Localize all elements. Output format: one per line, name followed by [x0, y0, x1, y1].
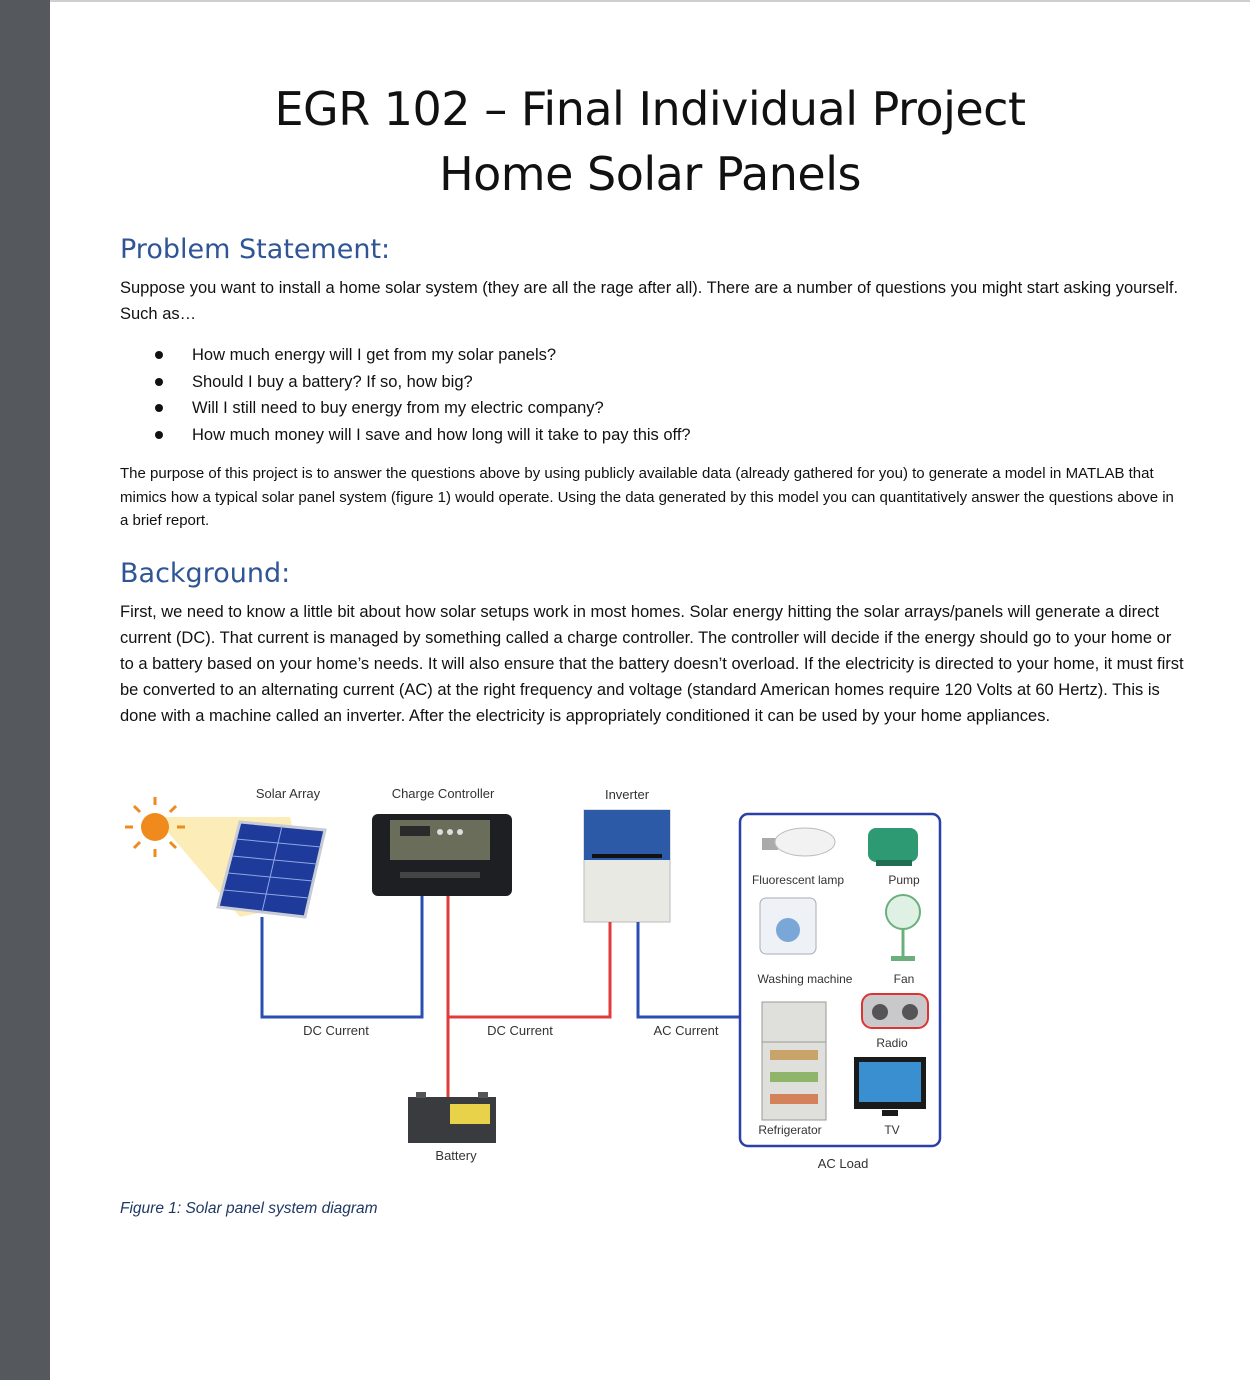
solar-array-label: Solar Array	[255, 786, 321, 801]
document-title-line-2: Home Solar Panels	[439, 147, 861, 201]
inverter-icon	[584, 810, 670, 922]
charge-controller-icon	[372, 814, 512, 896]
washing-machine-icon	[760, 898, 816, 954]
appliance-label-pump: Pump	[888, 873, 920, 887]
background-heading: Background:	[120, 558, 291, 589]
dc-current-label-2: DC Current	[487, 1023, 553, 1038]
fan-icon	[886, 895, 920, 961]
dc-current-label-1: DC Current	[303, 1023, 369, 1038]
appliance-label-fridge: Refrigerator	[758, 1123, 822, 1137]
document-title-line-1: EGR 102 – Final Individual Project	[274, 82, 1026, 136]
battery-icon	[408, 1092, 496, 1143]
radio-icon	[862, 994, 928, 1028]
tv-icon	[854, 1057, 926, 1116]
problem-intro-paragraph: Suppose you want to install a home solar system (they are all the rage after all). There are a number of questions you might start asking yourself. Such as…	[120, 279, 1179, 323]
question-list	[120, 342, 1020, 448]
list-item: Should I buy a battery? If so, how big?	[120, 369, 1020, 396]
battery-label: Battery	[435, 1148, 477, 1163]
purpose-paragraph: The purpose of this project is to answer the questions above by using publicly available data (already gathered for you) to generate a model in MATLAB that mimics how a typical solar panel system (figure 1) would operate. Using the data generated by this model you can quantitatively answer the questions above in a brief report.	[120, 465, 1174, 529]
document-page	[50, 2, 1250, 1380]
problem-statement-heading: Problem Statement:	[120, 234, 391, 265]
pump-icon	[868, 828, 918, 866]
ac-current-label: AC Current	[653, 1023, 719, 1038]
appliance-label-lamp: Fluorescent lamp	[751, 873, 845, 887]
refrigerator-icon	[762, 1002, 826, 1120]
background-paragraph: First, we need to know a little bit about how solar setups work in most homes. Solar energy hitting the solar arrays/panels will generate a direct current (DC). That current is managed by something called a charge controller. The controller will decide if the energy should go to your home or to a battery based on your home’s needs. It will also ensure that the battery doesn’t overload. If the electricity is directed to your home, it must first be converted to an alternating current (AC) at the right frequency and voltage (standard American homes require 120 Volts at 60 Hertz). This is done with a machine called an inverter. After the electricity is appropriately conditioned it can be used by your home appliances.	[120, 603, 1184, 725]
appliance-label-washer: Washing machine	[757, 972, 853, 986]
ac-load-label: AC Load	[817, 1156, 869, 1171]
bullet-icon	[155, 378, 163, 386]
solar-system-diagram	[100, 772, 1200, 1192]
list-item: How much energy will I get from my solar panels?	[120, 342, 1020, 369]
appliance-label-radio: Radio	[876, 1036, 908, 1050]
list-item: How much money will I save and how long will it take to pay this off?	[120, 422, 1020, 449]
wiring	[262, 896, 740, 1097]
charge-controller-label: Charge Controller	[391, 786, 495, 801]
bullet-icon	[155, 431, 163, 439]
appliance-label-fan: Fan	[893, 972, 915, 986]
bullet-icon	[155, 351, 163, 359]
bullet-icon	[155, 404, 163, 412]
fluorescent-lamp-icon	[762, 828, 835, 856]
list-item: Will I still need to buy energy from my electric company?	[120, 395, 1020, 422]
figure-caption: Figure 1: Solar panel system diagram	[120, 1200, 378, 1217]
inverter-label: Inverter	[604, 787, 650, 802]
appliance-label-tv: TV	[884, 1123, 900, 1137]
viewer-gutter	[0, 0, 50, 1380]
